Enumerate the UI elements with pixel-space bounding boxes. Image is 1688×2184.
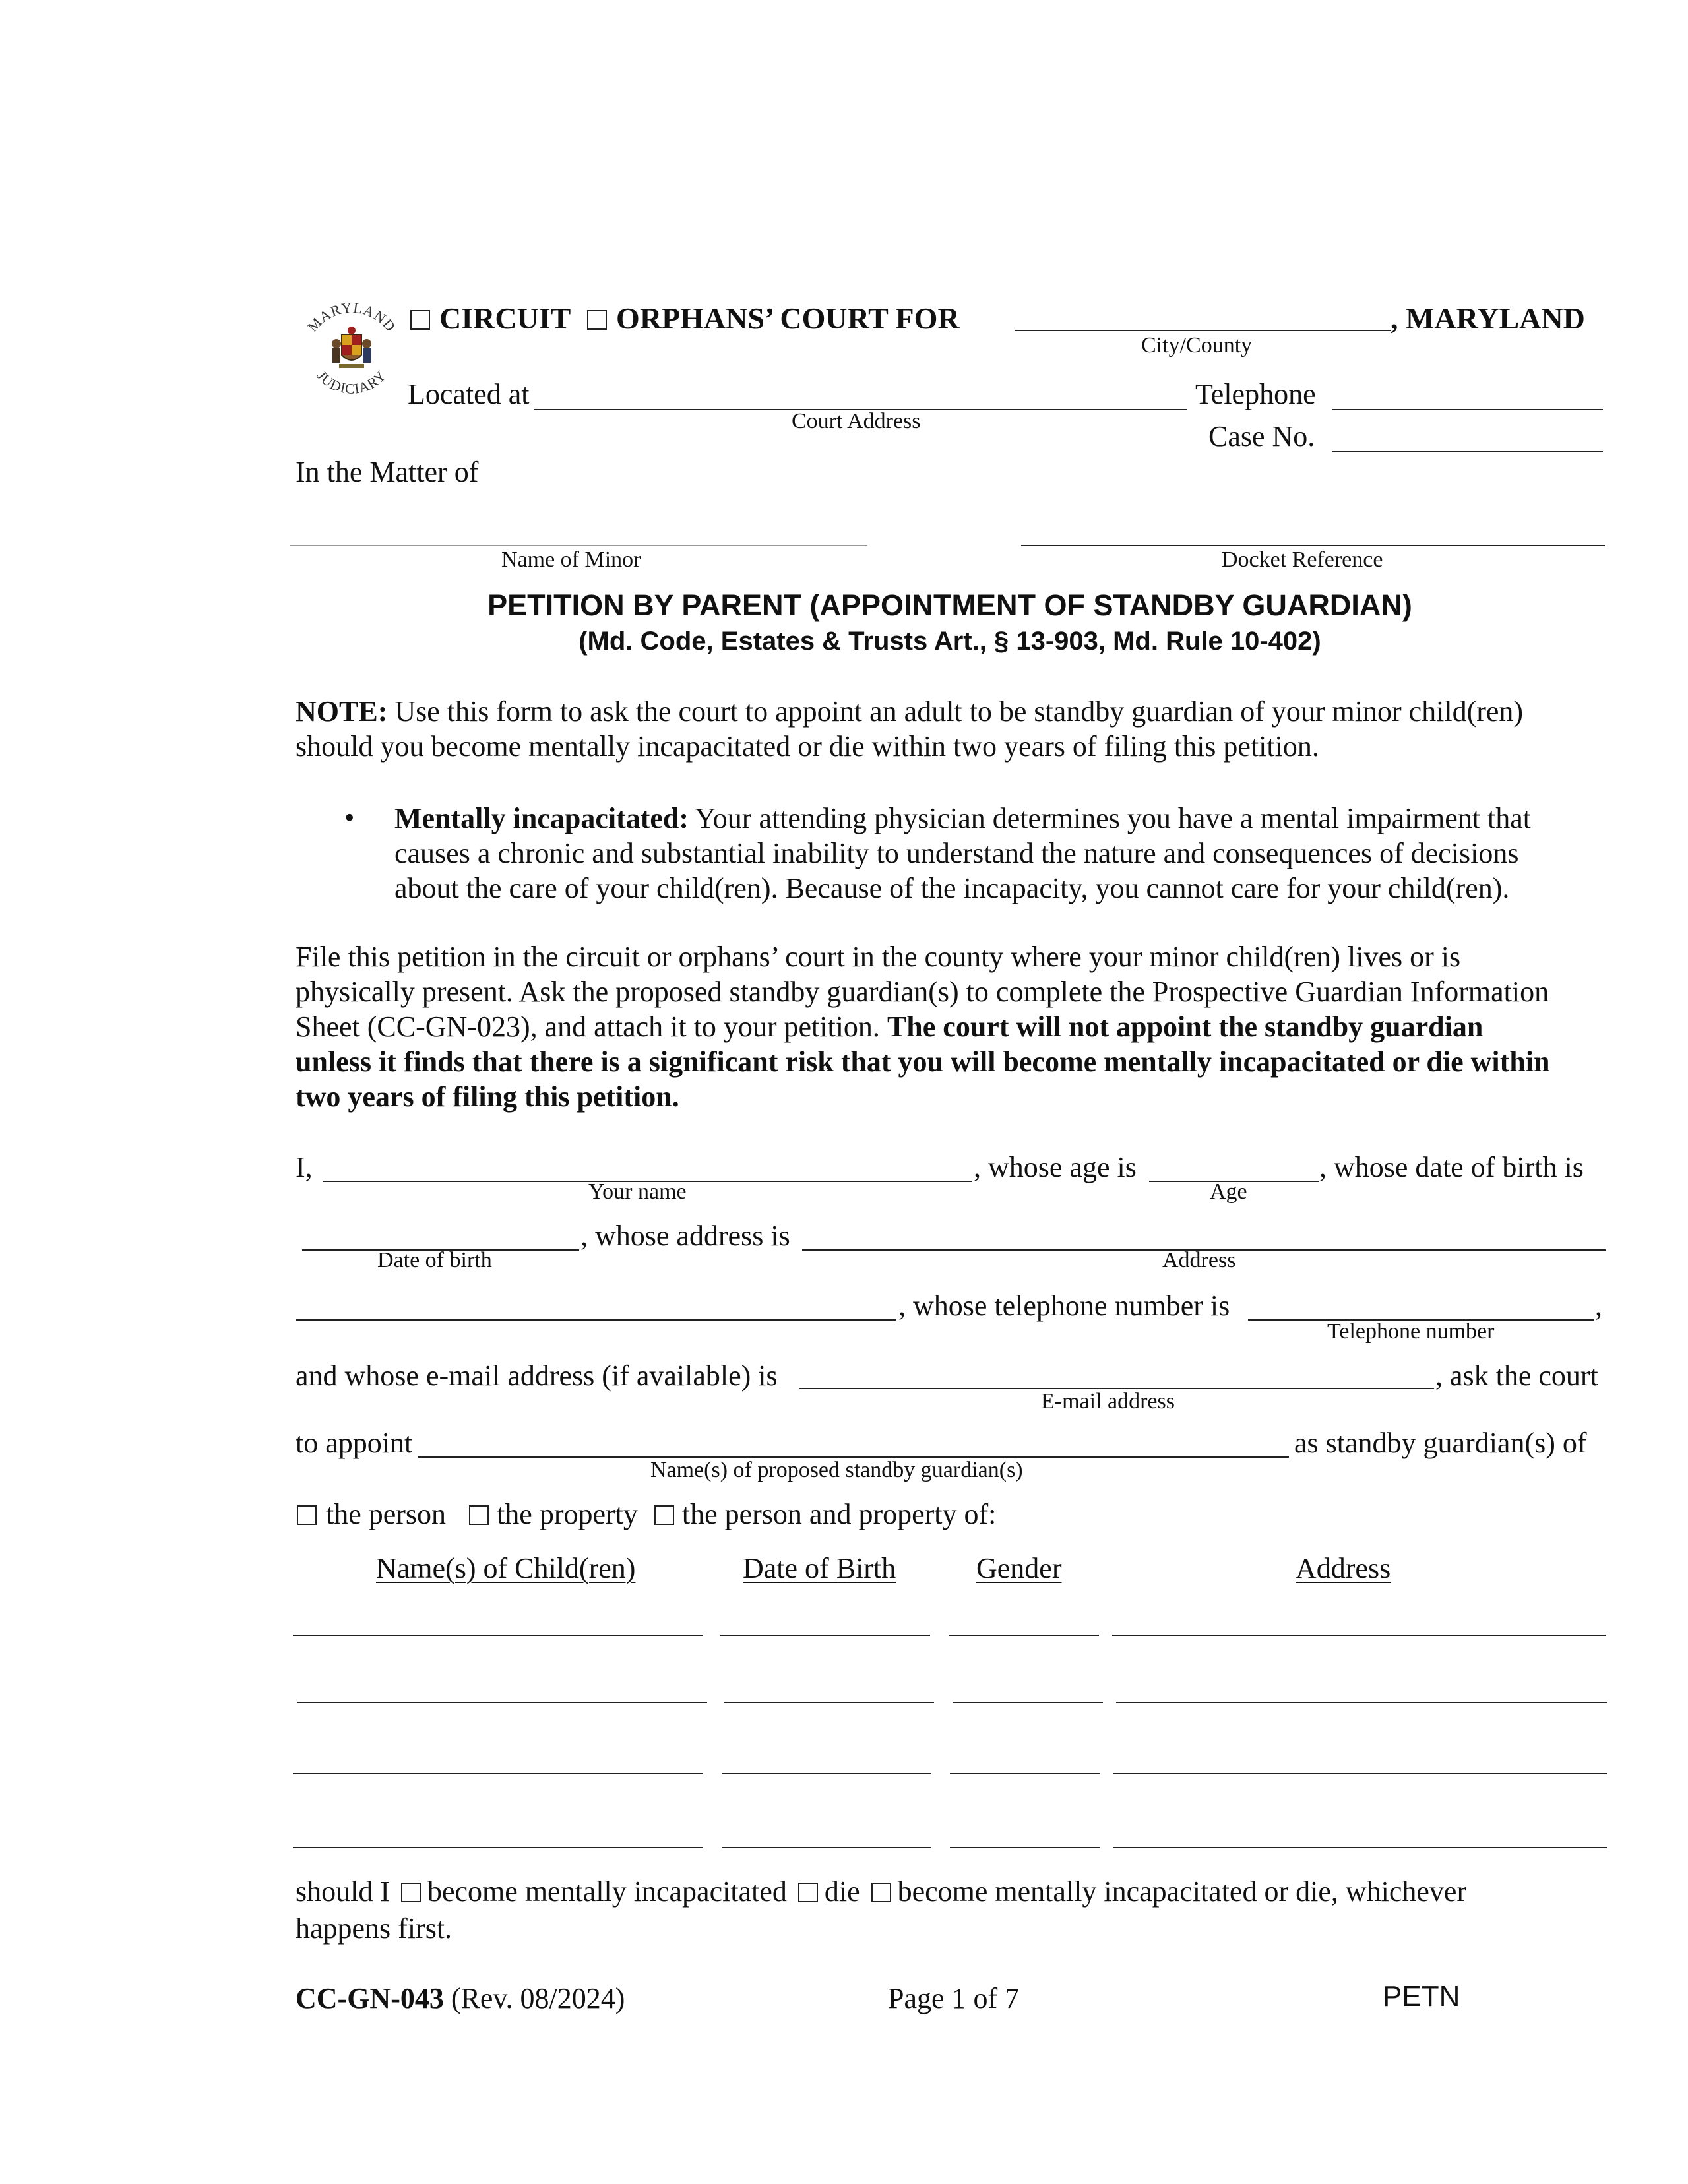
located-at-label: Located at: [408, 378, 530, 410]
email-prefix-label: and whose e-mail address (if available) is: [296, 1359, 778, 1392]
incapacitated-label: become mentally incapacitated: [427, 1875, 787, 1908]
bullet-dot: •: [344, 801, 355, 834]
orphans-court-checkbox[interactable]: [587, 310, 607, 330]
case-no-field[interactable]: [1332, 451, 1603, 452]
circuit-label: CIRCUIT: [439, 301, 571, 335]
i-label: I,: [296, 1151, 313, 1183]
city-county-caption: City/County: [1141, 333, 1253, 358]
incapacitated-checkbox[interactable]: [401, 1883, 421, 1902]
guardianship-scope-options: [297, 1497, 996, 1531]
whose-dob-label: , whose date of birth is: [1319, 1151, 1584, 1183]
file-line-3-bold: The court will not appoint the standby guardian: [887, 1011, 1484, 1043]
incapacitated-or-die-label: become mentally incapacitated or die, whichever: [897, 1875, 1467, 1908]
column-header-names: Name(s) of Child(ren): [376, 1552, 636, 1584]
file-line-5: two years of filing this petition.: [296, 1080, 679, 1113]
telephone-label: Telephone: [1195, 378, 1316, 410]
to-appoint-label: to appoint: [296, 1427, 413, 1459]
petn-code: PETN: [1383, 1980, 1460, 2012]
city-county-field[interactable]: [1015, 330, 1391, 331]
form-title: PETITION BY PARENT (APPOINTMENT OF STANDBY GUARDIAN): [487, 588, 1412, 622]
bullet-line-2: causes a chronic and substantial inability to understand the nature and consequences of decisions: [394, 837, 1519, 869]
child-3-dob-field[interactable]: [722, 1773, 931, 1774]
page-number: Page 1 of 7: [888, 1982, 1020, 2014]
form-number: CC-GN-043: [296, 1982, 444, 2014]
docket-reference-caption: Docket Reference: [1222, 547, 1383, 572]
court-type-line: [410, 301, 960, 336]
should-i-line: [296, 1875, 1466, 1908]
note-line-2: should you become mentally incapacitated or die within two years of filing this petition.: [296, 730, 1319, 763]
child-4-dob-field[interactable]: [722, 1847, 931, 1848]
maryland-judiciary-seal: [296, 294, 408, 406]
your-name-caption: Your name: [588, 1179, 687, 1204]
telephone-field[interactable]: [1332, 409, 1603, 410]
person-and-property-label: the person and property of:: [681, 1498, 997, 1530]
whose-age-label: , whose age is: [974, 1151, 1137, 1183]
child-1-name-field[interactable]: [293, 1635, 703, 1636]
property-checkbox[interactable]: [469, 1505, 489, 1525]
child-3-gender-field[interactable]: [950, 1773, 1100, 1774]
child-2-gender-field[interactable]: [953, 1702, 1103, 1703]
guardian-caption: Name(s) of proposed standby guardian(s): [650, 1458, 1023, 1482]
file-paragraph: [296, 939, 1549, 1114]
bullet-label: Mentally incapacitated:: [394, 802, 689, 834]
person-and-property-checkbox[interactable]: [654, 1505, 674, 1525]
note-line-1: Use this form to ask the court to appoint an adult to be standby guardian of your minor child(ren): [387, 695, 1524, 728]
child-4-name-field[interactable]: [293, 1847, 703, 1848]
file-line-4: unless it finds that there is a significant risk that you will become mentally incapacitated or die within: [296, 1045, 1550, 1078]
column-header-address: Address: [1296, 1552, 1391, 1584]
incapacitated-or-die-checkbox[interactable]: [871, 1883, 891, 1902]
property-label: the property: [497, 1498, 638, 1530]
email-caption: E-mail address: [1041, 1389, 1175, 1414]
bullet-paragraph: [394, 801, 1531, 906]
address-caption: Address: [1162, 1248, 1236, 1272]
child-1-gender-field[interactable]: [949, 1635, 1099, 1636]
file-line-1: File this petition in the circuit or orphans’ court in the county where your minor child(ren) lives or is: [296, 941, 1461, 973]
maryland-label: , MARYLAND: [1391, 301, 1585, 335]
person-label: the person: [326, 1498, 447, 1530]
note-paragraph: [296, 694, 1523, 764]
child-3-name-field[interactable]: [293, 1773, 703, 1774]
child-1-address-field[interactable]: [1112, 1635, 1606, 1636]
form-revision: (Rev. 08/2024): [451, 1982, 625, 2014]
child-2-name-field[interactable]: [297, 1702, 707, 1703]
name-of-minor-caption: Name of Minor: [501, 547, 641, 572]
child-4-gender-field[interactable]: [950, 1847, 1100, 1848]
should-i-label: should I: [296, 1875, 390, 1908]
case-no-label: Case No.: [1208, 420, 1315, 452]
age-caption: Age: [1210, 1179, 1247, 1204]
name-of-minor-field[interactable]: [290, 545, 867, 546]
bullet-line-3: about the care of your child(ren). Because of the incapacity, you cannot care for your child(ren).: [394, 872, 1510, 904]
die-label: die: [824, 1875, 860, 1908]
child-2-address-field[interactable]: [1116, 1702, 1607, 1703]
whose-telephone-label: , whose telephone number is: [898, 1290, 1230, 1322]
circuit-checkbox[interactable]: [410, 310, 430, 330]
as-standby-label: as standby guardian(s) of: [1294, 1427, 1587, 1459]
footer-form-number-line: [296, 1981, 625, 2015]
telephone-number-caption: Telephone number: [1327, 1319, 1495, 1344]
child-3-address-field[interactable]: [1113, 1773, 1607, 1774]
telephone-trailing-comma: ,: [1595, 1290, 1602, 1322]
date-of-birth-caption: Date of birth: [377, 1248, 492, 1272]
note-label: NOTE:: [296, 695, 388, 728]
seal-bottom-text: JUDICIARY: [313, 367, 390, 397]
ask-the-court-label: , ask the court: [1435, 1359, 1598, 1392]
whose-address-label: , whose address is: [580, 1220, 790, 1252]
docket-reference-field[interactable]: [1021, 545, 1605, 546]
happens-first-label: happens first.: [296, 1912, 453, 1945]
column-header-gender: Gender: [976, 1552, 1062, 1584]
file-line-3-plain: Sheet (CC-GN-023), and attach it to your petition.: [296, 1011, 887, 1043]
bullet-line-1: Your attending physician determines you have a mental impairment that: [689, 802, 1531, 834]
form-subtitle: (Md. Code, Estates & Trusts Art., § 13-903, Md. Rule 10-402): [578, 627, 1321, 656]
seal-top-text: MARYLAND: [303, 299, 400, 335]
die-checkbox[interactable]: [798, 1883, 818, 1902]
person-checkbox[interactable]: [297, 1505, 317, 1525]
in-the-matter-of-label: In the Matter of: [296, 456, 479, 488]
file-line-2: physically present. Ask the proposed standby guardian(s) to complete the Prospective Guardian Information: [296, 976, 1549, 1008]
court-address-caption: Court Address: [792, 409, 921, 433]
orphans-court-label: ORPHANS’ COURT FOR: [616, 301, 960, 335]
svg-text:JUDICIARY: [314, 367, 390, 397]
child-2-dob-field[interactable]: [724, 1702, 934, 1703]
child-1-dob-field[interactable]: [720, 1635, 930, 1636]
address-continued-field[interactable]: [296, 1319, 896, 1321]
child-4-address-field[interactable]: [1113, 1847, 1607, 1848]
column-header-date-of-birth: Date of Birth: [743, 1552, 896, 1584]
